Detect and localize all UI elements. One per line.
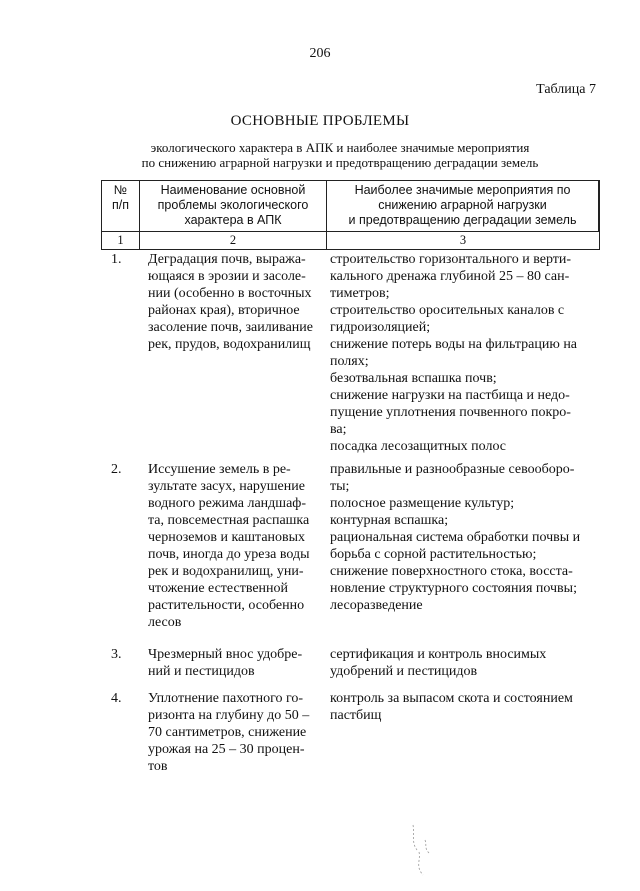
row-number: 1.	[111, 252, 122, 267]
row-measures: строительство горизонтального и верти- кального дренажа глубиной 25 – 80 сан- тиметров; строительство оросительных каналов с гидроизоляцией; снижение потерь воды на фильтрацию на полях; безотвальная вспашка почв; снижение нагрузки на пастбища и недо- пущение уплотнения почвенного покро- ва; посадка лесозащитных полос	[330, 252, 578, 454]
row-measures: сертификация и контроль вносимых удобрений и пестицидов	[330, 647, 547, 679]
row-number: 4.	[111, 691, 122, 706]
row-number: 2.	[111, 462, 122, 477]
scan-artifact-mark	[405, 820, 435, 880]
row-number: 3.	[111, 647, 122, 662]
subtitle-line-1: экологического характера в АПК и наиболее значимые мероприятия	[150, 140, 530, 155]
row-problem: Чрезмерный внос удобре- ний и пестицидов	[148, 647, 303, 679]
column-number-3: 3	[459, 233, 467, 247]
row-problem: Деградация почв, выража- ющаяся в эрозии и засоле- нии (особенно в восточных районах края), вторичное засоление почв, заиливание рек, прудов, водохранилищ	[148, 252, 314, 352]
document-subtitle	[70, 140, 610, 170]
page-number: 206	[309, 46, 331, 61]
document-title: ОСНОВНЫЕ ПРОБЛЕМЫ	[230, 113, 410, 129]
row-measures: контроль за выпасом скота и состоянием пастбищ	[330, 691, 573, 723]
row-problem: Уплотнение пахотного го- ризонта на глубину до 50 – 70 сантиметров, снижение урожая на 25 – 30 процен- тов	[148, 691, 310, 774]
table-caption: Таблица 7	[536, 82, 596, 97]
column-number-row	[102, 231, 599, 250]
table-header	[101, 180, 600, 250]
column-number-2: 2	[140, 232, 327, 250]
header-measures: Наиболее значимые мероприятия по снижению аграрной нагрузки и предотвращению деградации земель	[327, 181, 599, 231]
column-number-1: 1	[102, 232, 140, 250]
row-problem: Иссушение земель в ре- зультате засух, нарушение водного режима ландшаф- та, повсеместная распашка черноземов и каштановых почв, иногда до уреза воды рек и водохранилищ, уни- чтожение естественной растительности, особенно лесов	[148, 462, 310, 630]
header-problem: Наименование основной проблемы экологического характера в АПК	[140, 181, 327, 231]
subtitle-line-2: по снижению аграрной нагрузки и предотвращению деградации земель	[141, 155, 539, 170]
header-number: № п/п	[102, 181, 140, 231]
row-measures: правильные и разнообразные севооборо- ты; полосное размещение культур; контурная вспашка; рациональная система обработки почвы и борьба с сорной растительностью; снижение поверхностного стока, восста- новление структурного состояния почвы; лесоразведение	[330, 462, 581, 613]
